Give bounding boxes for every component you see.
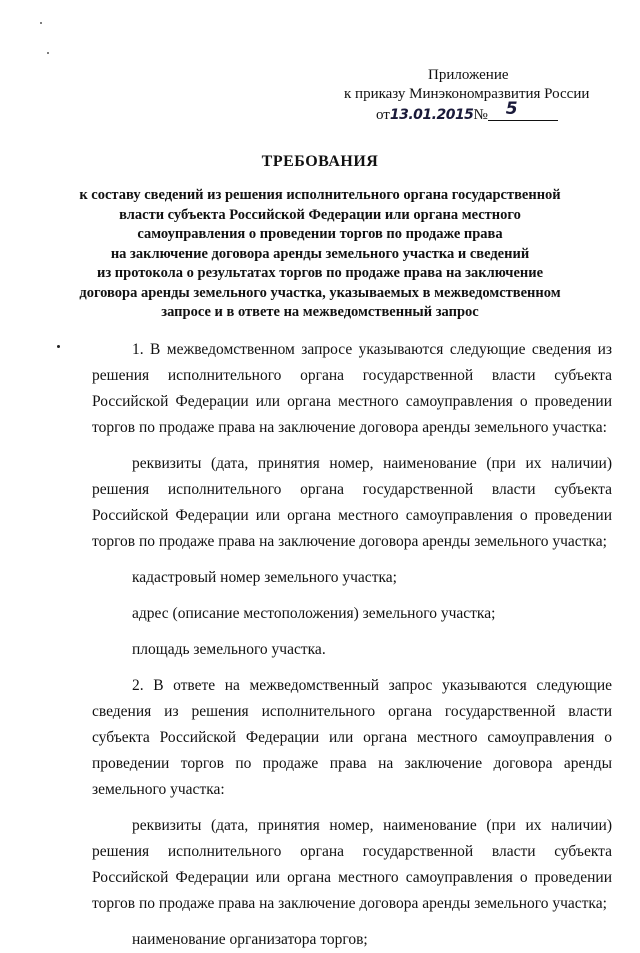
handwritten-date: 13.01.2015	[389, 107, 474, 123]
subtitle-line: из протокола о результатах торгов по продаже права на заключение	[96, 265, 544, 281]
paragraph-address: адрес (описание местоположения) земельного участка;	[132, 605, 496, 622]
number-label: №	[473, 107, 488, 123]
subtitle-line: власти субъекта Российской Федерации или органа местного	[119, 206, 521, 223]
paragraph-item-1: 1. В межведомственном запросе указываются следующие сведения из решения исполнительного органа государственной власти субъекта Российской Федерации или органа местного самоуправления о проведении торгов по продаже права на заключение договора аренды земельного участка:	[92, 341, 612, 436]
document-subtitle	[60, 186, 580, 323]
scan-speck	[40, 22, 42, 24]
scan-speck	[47, 52, 49, 54]
paragraph-item-2: 2. В ответе на межведомственный запрос указываются следующие сведения из решения исполнительного органа государственной власти субъекта Российской Федерации или органа местного самоуправления о проведении торгов по продаже права на заключение договора аренды земельного участка:	[92, 677, 612, 798]
subtitle-line: договора аренды земельного участка, указываемых в межведомственном	[79, 284, 561, 301]
paragraph-requisites-response: реквизиты (дата, принятия номер, наименование (при их наличии) решения исполнительного органа государственной власти субъекта Российской Федерации или органа местного самоуправления о проведении торгов по продаже права на заключение договора аренды земельного участка;	[92, 817, 612, 912]
document-body	[92, 337, 612, 953]
subtitle-line: запросе и в ответе на межведомственный запрос	[161, 304, 479, 320]
paragraph-requisites: реквизиты (дата, принятия номер, наименование (при их наличии) решения исполнительного органа государственной власти субъекта Российской Федерации или органа местного самоуправления о проведении торгов по продаже права на заключение договора аренды земельного участка;	[92, 455, 612, 550]
paragraph-cadastral-number: кадастровый номер земельного участка;	[132, 569, 397, 586]
order-reference: к приказу Минэкономразвития России	[344, 86, 590, 102]
margin-mark	[57, 345, 60, 348]
subtitle-line: самоуправления о проведении торгов по продаже права	[137, 226, 503, 242]
subtitle-line: к составу сведений из решения исполнительного органа государственной	[79, 187, 561, 203]
from-label: от	[376, 107, 390, 123]
number-field	[488, 99, 558, 121]
subtitle-line: на заключение договора аренды земельного участка и сведений	[110, 245, 530, 262]
appendix-label: Приложение	[428, 67, 509, 83]
order-date-number	[376, 99, 558, 125]
document-title: ТРЕБОВАНИЯ	[261, 153, 379, 170]
handwritten-number: 5	[505, 99, 518, 119]
paragraph-area: площадь земельного участка.	[132, 641, 326, 658]
paragraph-organizer: наименование организатора торгов;	[132, 931, 368, 948]
